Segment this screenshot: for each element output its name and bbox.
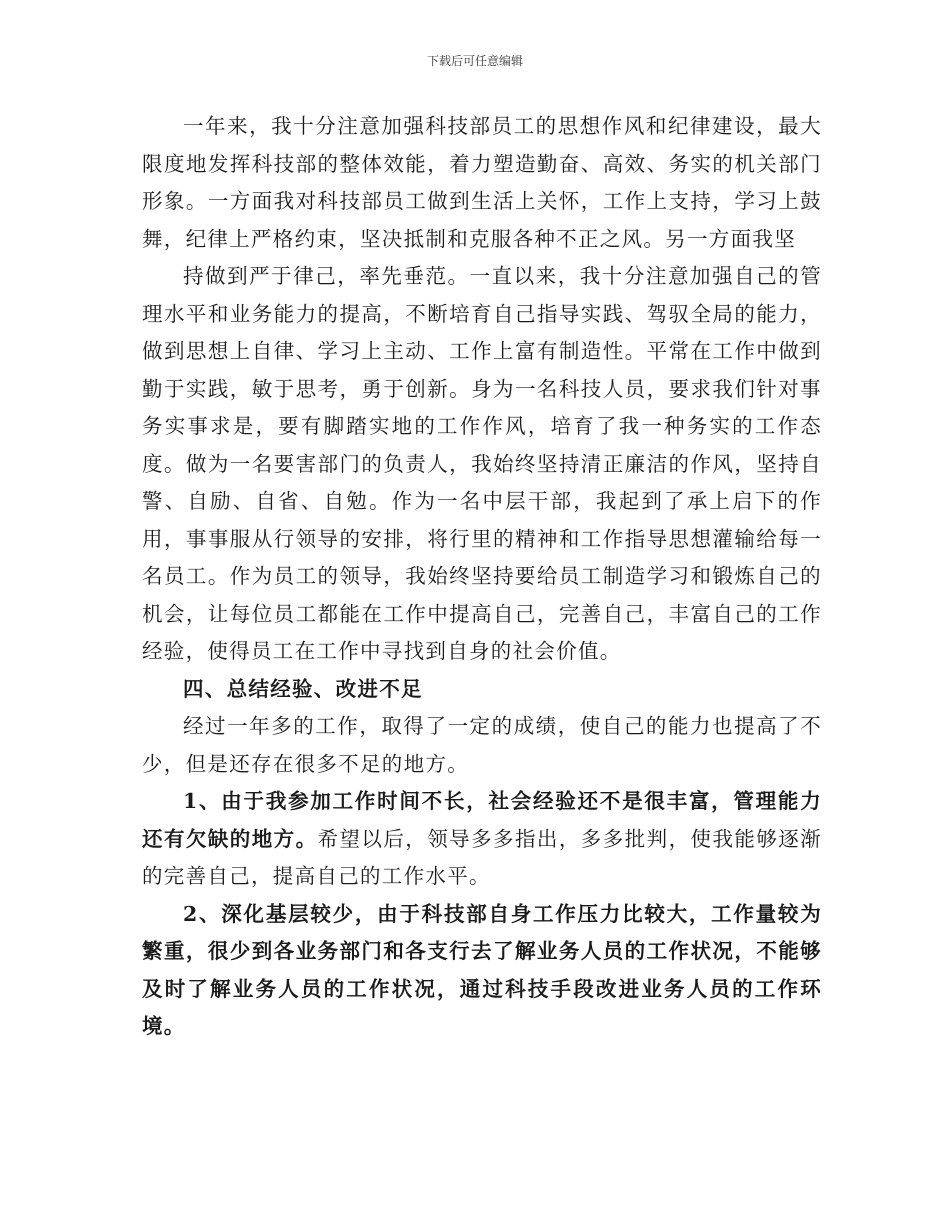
paragraph-shortcoming-1 — [142, 783, 822, 896]
section-heading-summary: 四、总结经验、改进不足 — [183, 676, 423, 701]
paragraph-shortcoming-2: 2、深化基层较少，由于科技部自身工作压力比较大，工作量较为繁重，很少到各业务部门和各支行去了解业务人员的工作状况，不能够及时了解业务人员的工作状况，通过科技手段改进业务人员的工作环境。 — [142, 901, 822, 1038]
shortcoming-1-bold-text: 1、由于我参加工作时间不长，社会经验还不是很丰富，管理能力还有欠缺的地方。 — [142, 789, 822, 851]
document-body — [142, 108, 822, 1046]
shortcoming-1-normal-text: 希望以后，领导多多指出，多多批判，使我能够逐渐的完善自己，提高自己的工作水平。 — [142, 826, 823, 888]
paragraph-self-discipline: 持做到严于律己，率先垂范。一直以来，我十分注意加强自己的管理水平和业务能力的提高，不断培育自己指导实践、驾驭全局的能力，做到思想上自律、学习上主动、工作上富有制造性。平常在工作中做到勤于实践，敏于思考，勇于创新。身为一名科技人员，要求我们针对事务实事求是，要有脚踏实地的工作作风，培育了我一种务实的工作态度。做为一名要害部门的负责人，我始终坚持清正廉洁的作风，坚持自警、自励、自省、自勉。作为一名中层干部，我起到了承上启下的作用，事事服从行领导的安排，将行里的精神和工作指导思想灌输给每一名员工。作为员工的领导，我始终坚持要给员工制造学习和锻炼自己的机会，让每位员工都能在工作中提高自己，完善自己，丰富自己的工作经验，使得员工在工作中寻找到自身的社会价值。 — [142, 264, 822, 663]
paragraph-achievements: 经过一年多的工作，取得了一定的成绩，使自己的能力也提高了不少，但是还存在很多不足的地方。 — [142, 714, 822, 776]
page-header-note: 下载后可任意编辑 — [426, 54, 523, 68]
paragraph-discipline: 一年来，我十分注意加强科技部员工的思想作风和纪律建设，最大限度地发挥科技部的整体效能，着力塑造勤奋、高效、务实的机关部门形象。一方面我对科技部员工做到生活上关怀，工作上支持，学习上鼓舞，纪律上严格约束，坚决抵制和克服各种不正之风。另一方面我坚 — [142, 114, 822, 251]
